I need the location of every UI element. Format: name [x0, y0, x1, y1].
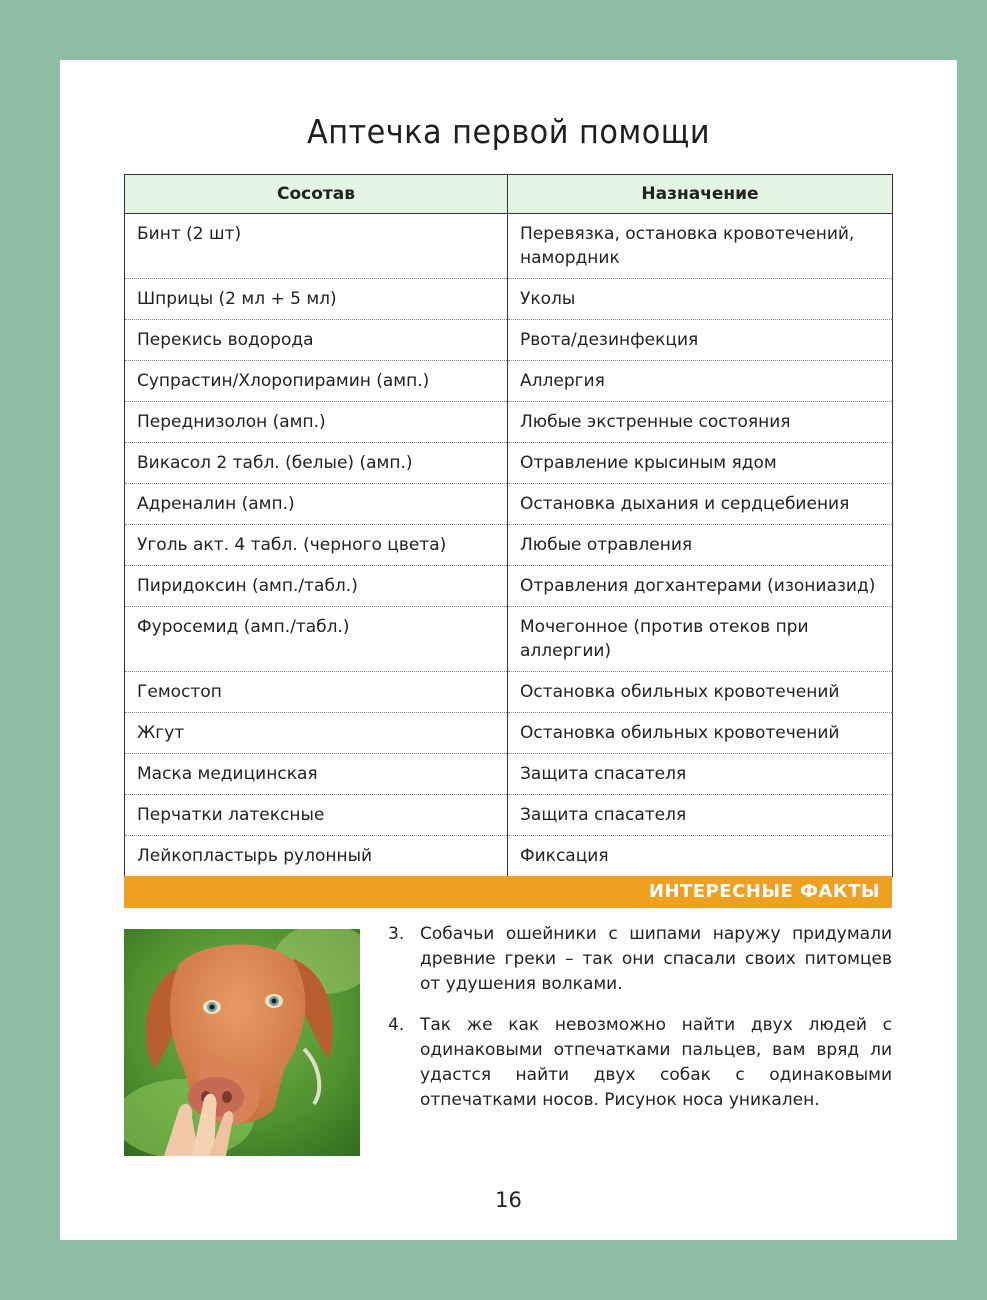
fact-number: 3. [388, 924, 405, 944]
table-cell: Остановка обильных кровотечений [508, 713, 893, 754]
fact-item [388, 1013, 892, 1113]
column-header-purpose: Назначение [508, 175, 893, 214]
table-row [125, 713, 893, 754]
table-row [125, 566, 893, 607]
table-cell: Пиридоксин (амп./табл.) [125, 566, 508, 607]
page-title: Аптечка первой помощи [306, 112, 711, 151]
table-cell: Гемостоп [125, 672, 508, 713]
page-number: 16 [495, 1188, 522, 1212]
table-cell: Переднизолон (амп.) [125, 402, 508, 443]
table-row [125, 525, 893, 566]
table-row [125, 607, 893, 672]
table-cell: Остановка обильных кровотечений [508, 672, 893, 713]
table-row [125, 443, 893, 484]
table-cell: Перевязка, остановка кровотечений, намордник [508, 214, 893, 279]
table-cell: Рвота/дезинфекция [508, 320, 893, 361]
table-row [125, 214, 893, 279]
facts-list [388, 922, 892, 1129]
table-cell: Жгут [125, 713, 508, 754]
table-cell: Защита спасателя [508, 754, 893, 795]
table-row [125, 754, 893, 795]
table-row [125, 672, 893, 713]
table-cell: Викасол 2 табл. (белые) (амп.) [125, 443, 508, 484]
page [60, 60, 957, 1240]
table-cell: Перекись водорода [125, 320, 508, 361]
dog-photo [124, 929, 360, 1156]
interesting-facts-banner [124, 876, 892, 908]
table-cell: Уголь акт. 4 табл. (черного цвета) [125, 525, 508, 566]
column-header-composition: Сосотав [125, 175, 508, 214]
table-cell: Бинт (2 шт) [125, 214, 508, 279]
table-row [125, 320, 893, 361]
fact-text: Так же как невозможно найти двух людей с одинаковыми отпечатками пальцев, вам вряд ли удастся найти двух собак с одинаковыми отпечатками носов. Рисунок носа уникален. [420, 1015, 892, 1110]
interesting-facts-heading: ИНТЕРЕСНЫЕ ФАКТЫ [648, 881, 880, 902]
table-cell: Лейкопластырь рулонный [125, 836, 508, 877]
dog-illustration [124, 929, 360, 1156]
table-row [125, 484, 893, 525]
fact-item [388, 922, 892, 997]
table-cell: Мочегонное (против отеков при аллергии) [508, 607, 893, 672]
table-cell: Перчатки латексные [125, 795, 508, 836]
table-cell: Любые экстренные состояния [508, 402, 893, 443]
table-cell: Супрастин/Хлоропирамин (амп.) [125, 361, 508, 402]
table-cell: Защита спасателя [508, 795, 893, 836]
table-row [125, 279, 893, 320]
table-cell: Шприцы (2 мл + 5 мл) [125, 279, 508, 320]
table-cell: Уколы [508, 279, 893, 320]
table-cell: Отравления догхантерами (изониазид) [508, 566, 893, 607]
table-row [125, 361, 893, 402]
table-cell: Фиксация [508, 836, 893, 877]
table-cell: Фуросемид (амп./табл.) [125, 607, 508, 672]
first-aid-table [124, 174, 893, 877]
table-header-row [125, 175, 893, 214]
table-row [125, 795, 893, 836]
table-cell: Любые отравления [508, 525, 893, 566]
table-cell: Остановка дыхания и сердцебиения [508, 484, 893, 525]
table-cell: Аллергия [508, 361, 893, 402]
table-cell: Отравление крысиным ядом [508, 443, 893, 484]
fact-number: 4. [388, 1015, 405, 1035]
table-row [125, 402, 893, 443]
table-cell: Маска медицинская [125, 754, 508, 795]
table-cell: Адреналин (амп.) [125, 484, 508, 525]
fact-text: Собачьи ошейники с шипами наружу придумали древние греки – так они спасали своих питомцев от удушения волками. [420, 924, 892, 994]
table-row [125, 836, 893, 877]
